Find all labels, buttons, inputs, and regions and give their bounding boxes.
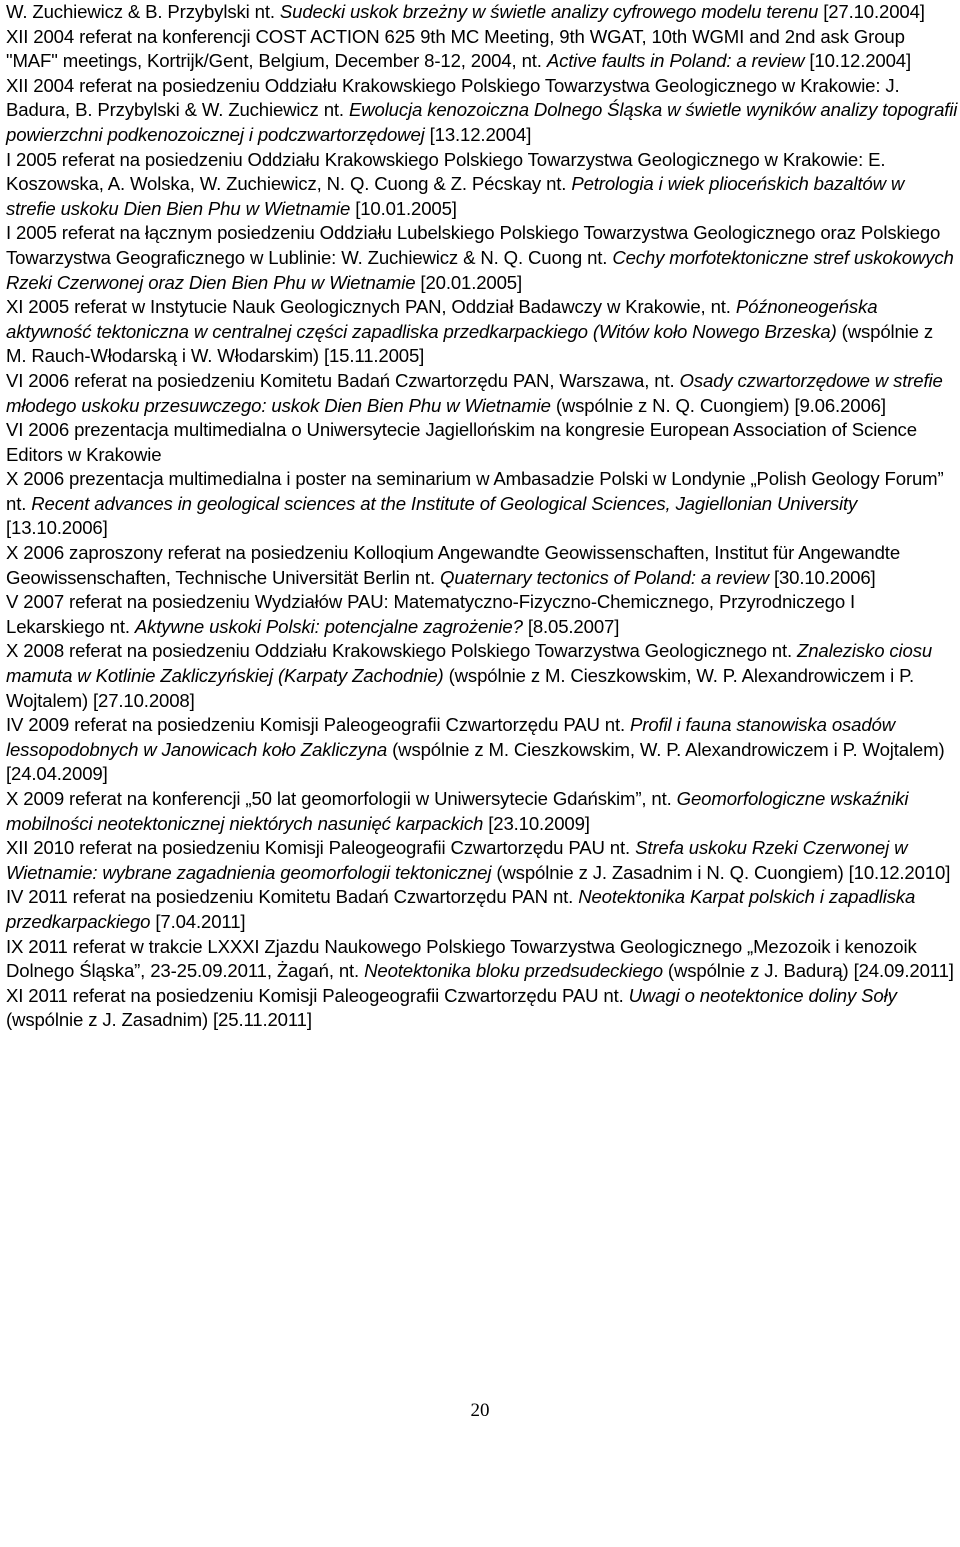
entry-10 xyxy=(6,541,958,590)
entry-title: Quaternary tectonics of Poland: a review xyxy=(440,566,769,588)
entry-12 xyxy=(6,639,958,713)
entry-date: [7.04.2011] xyxy=(150,910,246,932)
entry-date: (wspólnie z J. Zasadnim i N. Q. Cuongiem) [10.12.2010] xyxy=(491,861,951,883)
entry-title: Cechy morfotektoniczne stref uskokowych Rzeki Czerwonej oraz Dien Bien Phu w Wietnamie xyxy=(6,246,954,293)
entry-text: IV 2011 referat na posiedzeniu Komitetu Badań Czwartorzędu PAN nt. xyxy=(6,886,579,908)
entry-5 xyxy=(6,221,958,295)
entry-date: (wspólnie z M. Cieszkowskim, W. P. Alexandrowiczem i P. Wojtalem) [27.10.2008] xyxy=(6,665,914,711)
entry-text: X 2006 prezentacja multimedialna i poster na seminarium w Ambasadzie Polski w Londynie „Polish Geology Forum” nt. xyxy=(6,468,944,514)
entry-18 xyxy=(6,984,958,1033)
entry-17 xyxy=(6,935,958,984)
entry-date: [20.01.2005] xyxy=(415,271,523,293)
entry-14 xyxy=(6,787,958,836)
entry-text: XII 2004 referat na konferencji COST ACTION 625 9th MC Meeting, 9th WGAT, 10th WGMI and 2nd ask Group "MAF" meetings, Kortrijk/Gent, Belgium, December 8-12, 2004, nt. xyxy=(6,25,905,72)
entry-6 xyxy=(6,295,958,369)
entry-8 xyxy=(6,418,958,467)
entry-date: (wspólnie z M. Cieszkowskim, W. P. Alexandrowiczem i P. Wojtalem) [24.04.2009] xyxy=(6,738,945,785)
entry-date: [8.05.2007] xyxy=(522,615,620,637)
entry-text: W. Zuchiewicz & B. Przybylski nt. xyxy=(6,1,280,22)
entry-date: [13.12.2004] xyxy=(424,123,532,145)
entry-text: VI 2006 prezentacja multimedialna o Uniwersytecie Jagiellońskim na kongresie European Association of Science Editors w Krakowie xyxy=(6,419,917,465)
entry-date: [27.10.2004] xyxy=(818,1,925,22)
entry-text: XI 2005 referat w Instytucie Nauk Geologicznych PAN, Oddział Badawczy w Krakowie, nt. xyxy=(6,296,736,318)
entry-date: [10.12.2004] xyxy=(804,50,911,72)
entry-title: Znalezisko ciosu mamuta w Kotlinie Zakliczyńskiej (Karpaty Zachodnie) xyxy=(6,640,933,687)
entry-title: Active faults in Poland: a review xyxy=(546,50,805,72)
entry-title: Strefa uskoku Rzeki Czerwonej w Wietnamie: wybrane zagadnienia geomorfologii tektonicznej xyxy=(6,837,908,883)
entry-9 xyxy=(6,467,958,541)
entry-title: Aktywne uskoki Polski: potencjalne zagrożenie? xyxy=(134,615,523,637)
entry-text: IV 2009 referat na posiedzeniu Komisji Paleogeografii Czwartorzędu PAU nt. xyxy=(6,714,631,736)
entry-2 xyxy=(6,25,958,74)
entry-title: Neotektonika bloku przedsudeckiego xyxy=(364,960,663,982)
entry-title: Neotektonika Karpat polskich i zapadliska przedkarpackiego xyxy=(6,886,916,932)
entry-text: I 2005 referat na łącznym posiedzeniu Oddziału Lubelskiego Polskiego Towarzystwa Geologicznego oraz Polskiego Towarzystwa Geograficznego w Lublinie: W. Zuchiewicz & N. Q. Cuong nt. xyxy=(6,222,941,268)
entry-text: XII 2010 referat na posiedzeniu Komisji Paleogeografii Czwartorzędu PAU nt. xyxy=(6,837,636,859)
entry-title: Recent advances in geological sciences at the Institute of Geological Sciences, Jagiellonian University xyxy=(31,492,858,514)
entry-text: X 2009 referat na konferencji „50 lat geomorfologii w Uniwersytecie Gdańskim”, nt. xyxy=(6,788,677,809)
entry-title: Petrologia i wiek plioceńskich bazaltów w strefie uskoku Dien Bien Phu w Wietnamie xyxy=(6,173,905,219)
entry-text: X 2006 zaproszony referat na posiedzeniu Kolloqium Angewandte Geowissenschaften, Institut für Angewandte Geowissenschaften, Technische Universität Berlin nt. xyxy=(6,542,901,588)
document-page xyxy=(6,0,958,1033)
entry-date: [23.10.2009] xyxy=(483,812,590,834)
entry-4 xyxy=(6,148,958,222)
entry-title: Profil i fauna stanowiska osadów lessopodobnych w Janowicach koło Zakliczyna xyxy=(6,714,896,760)
entry-text: X 2008 referat na posiedzeniu Oddziału Krakowskiego Polskiego Towarzystwa Geologicznego nt. xyxy=(6,640,798,662)
entry-text: I 2005 referat na posiedzeniu Oddziału Krakowskiego Polskiego Towarzystwa Geologicznego w Krakowie: E. Koszowska, A. Wolska, W. Zuchiewicz, N. Q. Cuong & Z. Pécskay nt. xyxy=(6,148,886,195)
entry-text: IX 2011 referat w trakcie LXXXI Zjazdu Naukowego Polskiego Towarzystwa Geologicznego „Mezozoik i kenozoik Dolnego Śląska”, 23-25.09.2011, Żagań, nt. xyxy=(6,935,917,982)
entry-7 xyxy=(6,369,958,418)
page-number: 20 xyxy=(470,1400,490,1421)
entry-title: Ewolucja kenozoiczna Dolnego Śląska w świetle wyników analizy topografii powierzchni podkenozoicznej i podczwartorzędowej xyxy=(6,99,958,145)
entry-16 xyxy=(6,885,958,934)
entry-text: XI 2011 referat na posiedzeniu Komisji Paleogeografii Czwartorzędu PAU nt. xyxy=(6,984,629,1006)
entry-13 xyxy=(6,713,958,787)
entry-title: Późnoneogeńska aktywność tektoniczna w centralnej części zapadliska przedkarpackiego (Witów koło Nowego Brzeska) xyxy=(6,296,878,342)
entry-date: (wspólnie z J. Badurą) [24.09.2011] xyxy=(662,960,954,982)
entry-title: Sudecki uskok brzeżny w świetle analizy cyfrowego modelu terenu xyxy=(279,1,819,22)
entry-date: (wspólnie z M. Rauch-Włodarską i W. Włodarskim) [15.11.2005] xyxy=(6,320,934,367)
entry-text: V 2007 referat na posiedzeniu Wydziałów PAU: Matematyczno-Fizyczno-Chemicznego, Przyrodniczego I Lekarskiego nt. xyxy=(6,591,856,637)
entry-date: (wspólnie z N. Q. Cuongiem) [9.06.2006] xyxy=(550,394,886,416)
entry-date: [10.01.2005] xyxy=(350,197,457,219)
entry-date: [13.10.2006] xyxy=(6,517,108,539)
entry-date: (wspólnie z J. Zasadnim) [25.11.2011] xyxy=(6,1009,312,1031)
entry-15 xyxy=(6,836,958,885)
entry-title: Osady czwartorzędowe w strefie młodego uskoku przesuwczego: uskok Dien Bien Phu w Wietnamie xyxy=(6,369,943,416)
entry-11 xyxy=(6,590,958,639)
entry-title: Geomorfologiczne wskaźniki mobilności neotektonicznej niektórych nasunięć karpackich xyxy=(6,788,909,834)
entry-date: [30.10.2006] xyxy=(768,566,876,588)
entry-3 xyxy=(6,74,958,148)
entry-title: Uwagi o neotektonice doliny Soły xyxy=(628,984,897,1006)
entry-1 xyxy=(6,0,958,25)
entry-text: VI 2006 referat na posiedzeniu Komitetu Badań Czwartorzędu PAN, Warszawa, nt. xyxy=(6,369,680,391)
entry-text: XII 2004 referat na posiedzeniu Oddziału Krakowskiego Polskiego Towarzystwa Geologicznego w Krakowie: J. Badura, B. Przybylski & W. Zuchiewicz nt. xyxy=(6,74,900,121)
